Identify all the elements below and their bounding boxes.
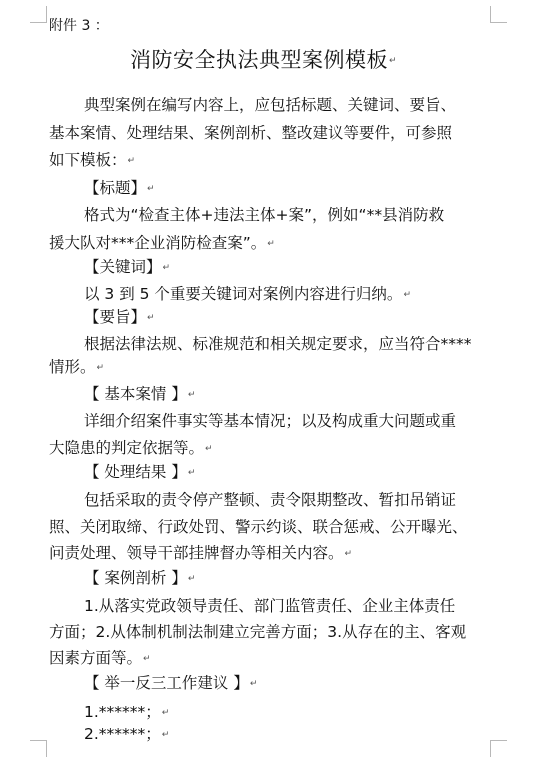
section-heading-advice: 【 举一反三工作建议 】↵ bbox=[84, 674, 258, 692]
crop-mark-bottom-right bbox=[490, 740, 507, 757]
section-heading-gist: 【要旨】↵ bbox=[84, 308, 155, 326]
analysis-body-line-2: 方面；2.从体制机制法制建立完善方面；3.从存在的主、客观 bbox=[49, 623, 467, 641]
result-body-line-3: 问责处理、领导干部挂牌督办等相关内容。↵ bbox=[49, 544, 353, 562]
result-body-line-2: 照、关闭取缔、行政处罚、警示约谈、联合惩戒、公开曝光、 bbox=[49, 518, 468, 536]
intro-line-1: 典型案例在编写内容上，应包括标题、关键词、要旨、 bbox=[84, 96, 457, 114]
intro-line-3: 如下模板：↵ bbox=[49, 151, 136, 169]
document-title: 消防安全执法典型案例模板↵ bbox=[130, 48, 398, 72]
advice-item-2: 2.******；↵ bbox=[84, 725, 170, 743]
title-body-line-2: 援大队对***企业消防检查案”。↵ bbox=[49, 234, 275, 252]
result-body-line-1: 包括采取的责令停产整顿、责令限期整改、暂扣吊销证 bbox=[84, 491, 457, 509]
advice-item-1: 1.******；↵ bbox=[84, 703, 170, 721]
section-heading-analysis: 【 案例剖析 】↵ bbox=[84, 569, 196, 587]
section-heading-title: 【标题】↵ bbox=[84, 179, 155, 197]
analysis-body-line-1: 1.从落实党政领导责任、部门监管责任、企业主体责任 bbox=[84, 597, 456, 615]
facts-body-line-1: 详细介绍案件事实等基本情况；以及构成重大问题或重 bbox=[84, 412, 457, 430]
intro-line-2: 基本案情、处理结果、案例剖析、整改建议等要件，可参照 bbox=[49, 124, 453, 142]
attachment-label: 附件 3 ： bbox=[49, 18, 109, 34]
crop-mark-top-left bbox=[30, 6, 47, 23]
keywords-body: 以 3 到 5 个重要关键词对案例内容进行归纳。↵ bbox=[84, 285, 411, 303]
facts-body-line-2: 大隐患的判定依据等。↵ bbox=[49, 439, 213, 457]
gist-body-line-2: 情形。↵ bbox=[49, 358, 105, 376]
title-body-line-1: 格式为“检查主体+违法主体+案”，例如“**县消防救 bbox=[84, 206, 445, 224]
section-heading-facts: 【 基本案情 】↵ bbox=[84, 385, 196, 403]
analysis-body-line-3: 因素方面等。↵ bbox=[49, 649, 151, 667]
section-heading-result: 【 处理结果 】↵ bbox=[84, 463, 196, 481]
gist-body-line-1: 根据法律法规、标准规范和相关规定要求，应当符合**** bbox=[84, 335, 472, 353]
section-heading-keywords: 【关键词】↵ bbox=[84, 258, 171, 276]
crop-mark-top-right bbox=[490, 6, 507, 23]
crop-mark-bottom-left bbox=[30, 740, 47, 757]
